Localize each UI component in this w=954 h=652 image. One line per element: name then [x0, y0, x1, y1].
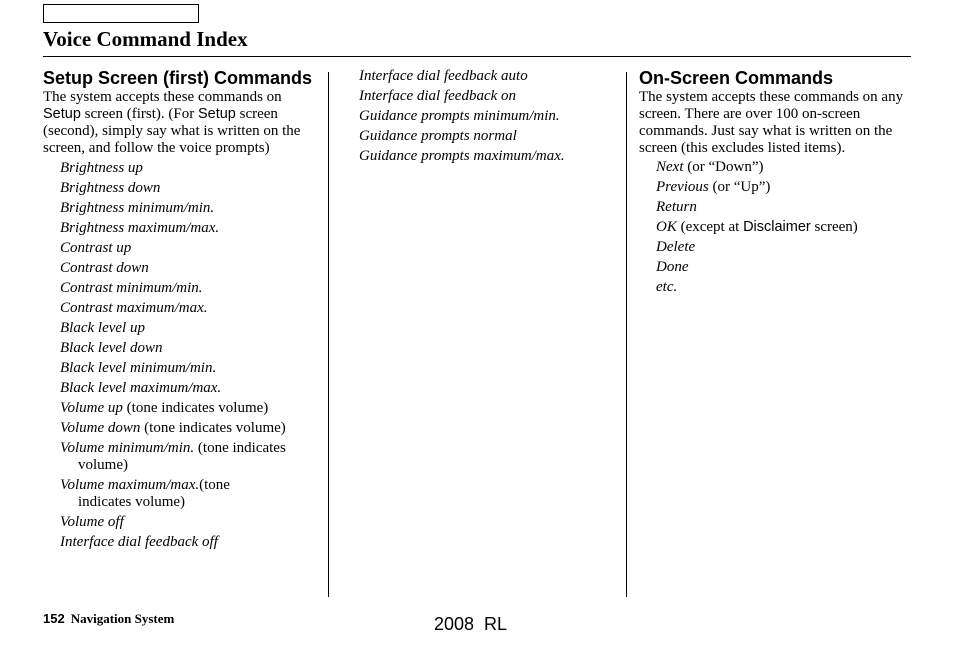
list-item: Brightness down: [60, 180, 161, 196]
setup-intro-text-1: The system accepts these commands on: [43, 89, 282, 105]
list-item: Done: [656, 259, 689, 275]
continued-command-list: [359, 68, 621, 165]
command-note: (tone: [199, 477, 230, 493]
list-item: Brightness minimum/min.: [60, 200, 215, 216]
list-item: Delete: [656, 239, 696, 255]
command-note: (or “Down”): [683, 159, 764, 175]
list-item: Black level maximum/max.: [60, 380, 222, 396]
setup-intro-text-2: screen (first). (For: [80, 106, 198, 122]
list-item: Black level down: [60, 340, 163, 356]
column-divider-1: [328, 72, 329, 597]
setup-intro: [43, 89, 319, 157]
setup-commands-column: [43, 68, 319, 554]
command-text: Volume down: [60, 420, 141, 436]
list-item: Black level minimum/min.: [60, 360, 217, 376]
list-item: Interface dial feedback off: [60, 534, 218, 550]
command-note-continued: indicates volume): [78, 494, 186, 510]
command-note: (or “Up”): [708, 179, 771, 195]
setup-screen-name-2: Setup: [197, 106, 236, 122]
onscreen-heading: On-Screen Commands: [639, 68, 834, 88]
disclaimer-screen-name: Disclaimer: [743, 219, 811, 235]
command-text: Volume minimum/min.: [60, 440, 195, 456]
page-number: 152: [43, 611, 65, 626]
command-text: Previous: [656, 179, 709, 195]
command-text: OK: [656, 219, 677, 235]
list-item: Guidance prompts minimum/min.: [359, 108, 560, 124]
list-item: Contrast maximum/max.: [60, 300, 208, 316]
list-item: [639, 219, 911, 236]
list-item: Guidance prompts normal: [359, 128, 517, 144]
list-item: Brightness up: [60, 160, 143, 176]
page-footer: [43, 611, 174, 627]
setup-screen-name-1: Setup: [43, 106, 81, 122]
command-note: (tone indicates volume): [140, 420, 286, 436]
onscreen-commands-column: [639, 68, 911, 299]
list-item: Contrast minimum/min.: [60, 280, 203, 296]
header-box: [43, 4, 199, 23]
command-text: Volume up: [60, 400, 123, 416]
list-item: [43, 477, 319, 511]
setup-command-list: [43, 160, 319, 551]
list-item: Volume off: [60, 514, 124, 530]
command-note: (tone indicates volume): [122, 400, 269, 416]
edition-label: 2008 RL: [434, 614, 508, 634]
command-text: Next: [656, 159, 684, 175]
footer-section: Navigation System: [70, 611, 175, 626]
command-note: (except at: [676, 219, 744, 235]
setup-intro-text-3: screen (second), simply say what is written on the screen, and follow the voice prompts): [43, 106, 301, 156]
list-item: Contrast down: [60, 260, 149, 276]
column-divider-2: [626, 72, 627, 597]
setup-commands-continued-column: [359, 68, 621, 168]
list-item: Guidance prompts maximum/max.: [359, 148, 565, 164]
command-text: Volume maximum/max.: [60, 477, 200, 493]
command-note: (tone indicates: [194, 440, 286, 456]
list-item: [43, 440, 319, 474]
onscreen-intro: The system accepts these commands on any screen. There are over 100 on-screen commands. Just say what is written on the screen (this excludes listed items).: [639, 89, 904, 156]
command-note-continued: volume): [78, 457, 128, 473]
list-item: [639, 179, 911, 196]
onscreen-command-list: [639, 159, 911, 296]
list-item: Black level up: [60, 320, 145, 336]
list-item: [43, 400, 319, 417]
setup-heading: Setup Screen (first) Commands: [43, 68, 313, 88]
list-item: [639, 159, 911, 176]
title-rule: [43, 56, 911, 57]
list-item: Interface dial feedback auto: [359, 68, 528, 84]
command-note: screen): [810, 219, 858, 235]
list-item: Interface dial feedback on: [359, 88, 517, 104]
list-item: [43, 420, 319, 437]
list-item: etc.: [656, 279, 678, 295]
list-item: Contrast up: [60, 240, 132, 256]
list-item: Brightness maximum/max.: [60, 220, 220, 236]
list-item: Return: [656, 199, 697, 215]
page-title: Voice Command Index: [43, 27, 248, 51]
